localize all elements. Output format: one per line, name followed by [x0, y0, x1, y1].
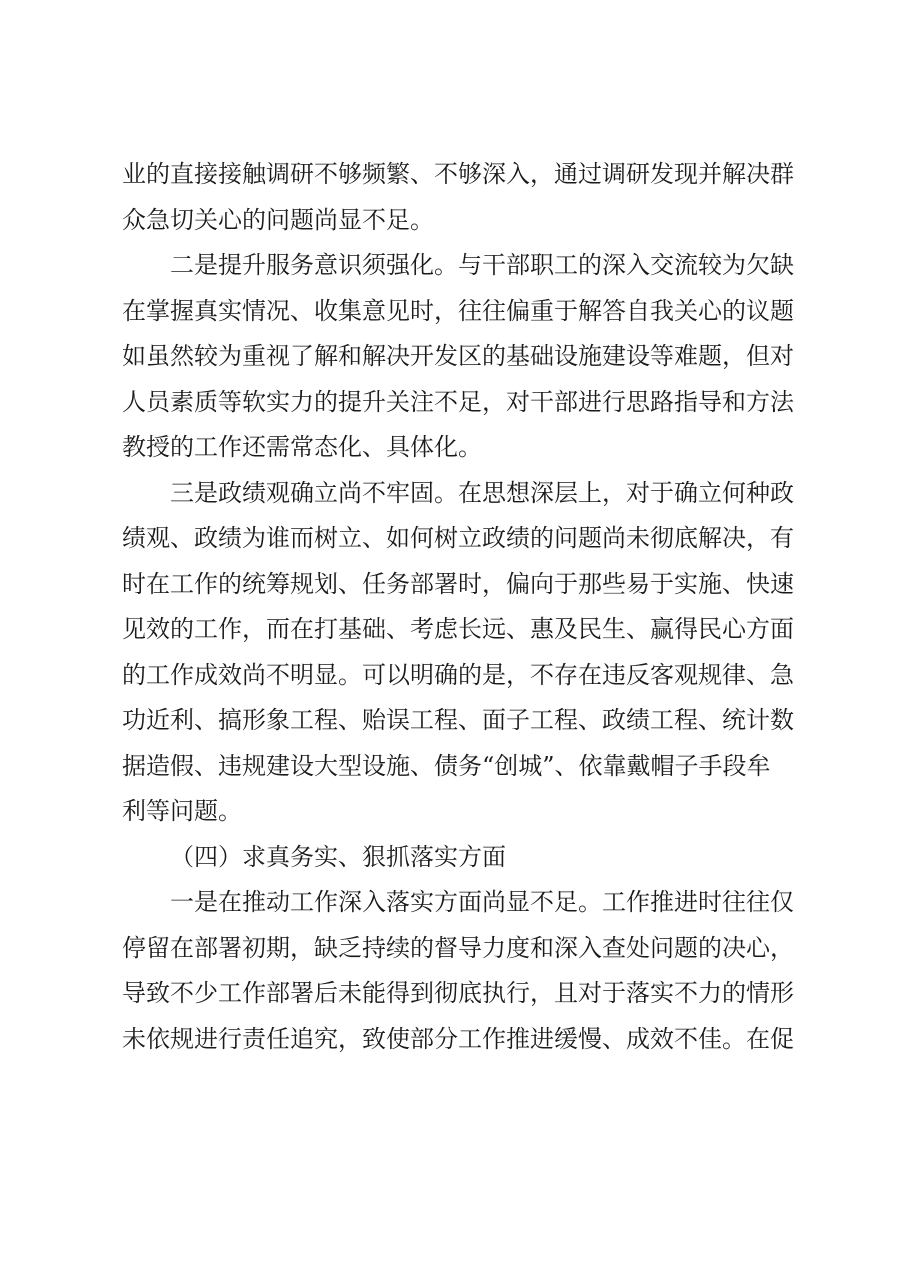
text-line: 见效的工作，而在打基础、考虑长远、惠及民生、赢得民心方面	[122, 615, 794, 643]
text-line: 业的直接接触调研不够频繁、不够深入，通过调研发现并解决群	[122, 160, 794, 188]
paragraph-start-line: 三是政绩观确立尚不牢固。在思想深层上，对于确立何种政	[170, 478, 794, 507]
text-line: 时在工作的统筹规划、任务部署时，偏向于那些易于实施、快速	[122, 569, 794, 598]
text-line: 导致不少工作部署后未能得到彻底执行，且对于落实不力的情形	[122, 979, 794, 1007]
text-line: 未依规进行责任追究，致使部分工作推进缓慢、成效不佳。在促	[122, 1024, 794, 1053]
text-line: 绩观、政绩为谁而树立、如何树立政绩的问题尚未彻底解决，有	[122, 524, 794, 552]
text-line: 人员素质等软实力的提升关注不足，对干部进行思路指导和方法	[122, 387, 794, 416]
text-line: 教授的工作还需常态化、具体化。	[122, 433, 482, 461]
document-body	[122, 152, 808, 1062]
text-line: 停留在部署初期，缺乏持续的督导力度和深入查处问题的决心，	[122, 933, 794, 962]
text-line: 众急切关心的问题尚显不足。	[122, 205, 434, 234]
section-heading: （四）求真务实、狠抓落实方面	[170, 842, 506, 871]
text-line: 如虽然较为重视了解和解决开发区的基础设施建设等难题，但对	[122, 342, 794, 370]
paragraph-start-line: 二是提升服务意识须强化。与干部职工的深入交流较为欠缺	[170, 251, 794, 279]
text-line: 在掌握真实情况、收集意见时，往往偏重于解答自我关心的议题	[122, 296, 794, 325]
paragraph-start-line: 一是在推动工作深入落实方面尚显不足。工作推进时往往仅	[170, 888, 794, 916]
text-line: 功近利、搞形象工程、贻误工程、面子工程、政绩工程、统计数	[122, 706, 794, 734]
text-line: 据造假、违规建设大型设施、债务“创城”、依靠戴帽子手段牟	[122, 751, 771, 780]
text-line: 的工作成效尚不明显。可以明确的是，不存在违反客观规律、急	[122, 660, 794, 689]
text-line: 利等问题。	[122, 797, 242, 825]
